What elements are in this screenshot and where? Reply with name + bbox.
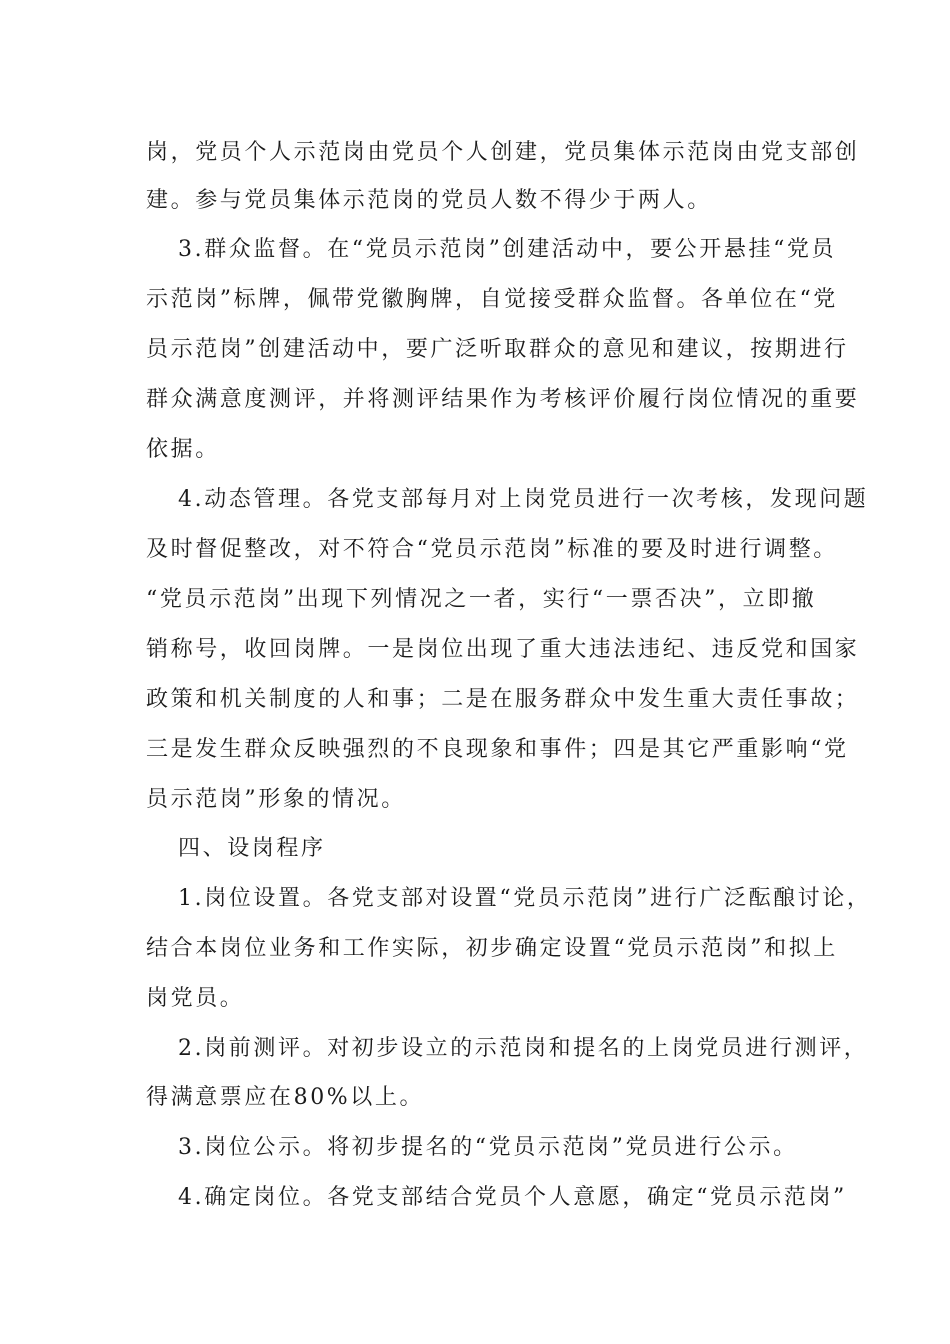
text-line: 依据。	[146, 437, 220, 462]
section-heading: 四、设岗程序	[178, 836, 326, 861]
text-line: 岗党员。	[146, 986, 245, 1011]
paragraph-dynamic-management: 4.动态管理。各党支部每月对上岗党员进行一次考核，发现问题	[178, 487, 869, 512]
text-line: 员示范岗”形象的情况。	[146, 787, 406, 812]
paragraph-mass-supervision: 3.群众监督。在“党员示范岗”创建活动中，要公开悬挂“党员	[178, 237, 837, 262]
text-line: 三是发生群众反映强烈的不良现象和事件；四是其它严重影响“党	[146, 737, 849, 762]
text-line: 员示范岗”创建活动中，要广泛听取群众的意见和建议，按期进行	[146, 337, 849, 362]
text-line: 群众满意度测评，并将测评结果作为考核评价履行岗位情况的重要	[146, 387, 860, 412]
text-line: 岗，党员个人示范岗由党员个人创建，党员集体示范岗由党支部创	[146, 140, 860, 165]
paragraph-post-setup: 1.岗位设置。各党支部对设置“党员示范岗”进行广泛酝酿讨论，	[178, 886, 872, 911]
text-line: 得满意票应在80%以上。	[146, 1085, 425, 1110]
text-line: 及时督促整改，对不符合“党员示范岗”标准的要及时进行调整。	[146, 537, 838, 562]
text-line: 示范岗”标牌，佩带党徽胸牌，自觉接受群众监督。各单位在“党	[146, 287, 838, 312]
paragraph-pre-evaluation: 2.岗前测评。对初步设立的示范岗和提名的上岗党员进行测评，	[178, 1036, 869, 1061]
paragraph-post-publicity: 3.岗位公示。将初步提名的“党员示范岗”党员进行公示。	[178, 1135, 798, 1160]
text-line: 结合本岗位业务和工作实际，初步确定设置“党员示范岗”和拟上	[146, 936, 838, 961]
text-line: 政策和机关制度的人和事；二是在服务群众中发生重大责任事故；	[146, 687, 860, 712]
text-line: 建。参与党员集体示范岗的党员人数不得少于两人。	[146, 188, 712, 213]
text-line: “党员示范岗”出现下列情况之一者，实行“一票否决”，立即撤	[146, 587, 817, 612]
text-line: 销称号，收回岗牌。一是岗位出现了重大违法违纪、违反党和国家	[146, 637, 860, 662]
paragraph-confirm-post: 4.确定岗位。各党支部结合党员个人意愿，确定“党员示范岗”	[178, 1185, 847, 1210]
